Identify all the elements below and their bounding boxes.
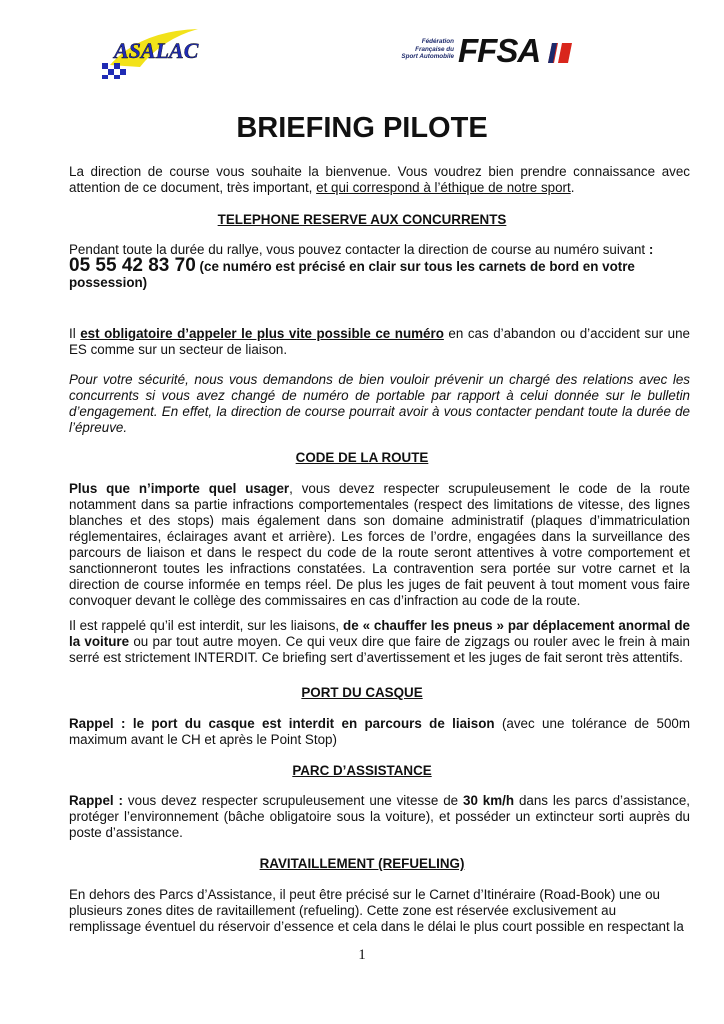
ffsa-flag-icon	[548, 42, 574, 64]
assistance-heading: PARC D’ASSISTANCE	[292, 763, 432, 778]
security-paragraph: Pour votre sécurité, nous vous demandons de bien vouloir prévenir un chargé des relations avec les concurrents si vous avez changé de numéro de portable par rapport à celui donnée sur le bulletin d’engagement. En effet, la direction de course pourrait avoir à vous contacter pendant toute la durée de l’épreuve.	[69, 372, 690, 435]
intro-paragraph: La direction de course vous souhaite la bienvenue. Vous voudrez bien prendre connaissance avec attention de ce document, très important, et qui correspond à l’éthique de notre sport.	[69, 164, 690, 195]
code-route-paragraph-1: Plus que n’importe quel usager, vous devez respecter scrupuleusement le code de la route notamment dans sa partie infractions comportementales (respect des limitations de vitesse, des lignes blanches et des stops) mais également dans son domaine administratif (plaques d’immatriculation réglementaires, éclairages avant et arrière). Les forces de l’ordre, engagées dans la surveillance des parcours de liaison et dans le respect du code de la route seront attentives à votre comportement et sanctionneront toutes les infractions constatées. La contravention sera portée sur votre carnet et la direction de course informée en temps réel. De plus les juges de fait peuvent à tout moment vous faire convoquer devant le collège des commissaires en cas d’infraction au code de la route.	[69, 481, 690, 608]
phone-number: 05 55 42 83 70	[69, 255, 196, 276]
ffsa-logo	[388, 32, 580, 69]
casque-paragraph: Rappel : le port du casque est interdit en parcours de liaison (avec une tolérance de 500m maximum avant le CH et après le Point Stop)	[69, 716, 690, 747]
obligation-paragraph: Il est obligatoire d’appeler le plus vite possible ce numéro en cas d’abandon ou d’accident sur une ES comme sur un secteur de liaison.	[69, 326, 690, 357]
ffsa-subtitle: Fédération Française du Sport Automobile	[401, 38, 454, 60]
ravitaillement-heading: RAVITAILLEMENT (REFUELING)	[259, 856, 465, 871]
ffsa-logo-text: FFSA	[458, 32, 541, 69]
code-route-paragraph-2: Il est rappelé qu’il est interdit, sur les liaisons, de « chauffer les pneus » par déplacement anormal de la voiture ou par tout autre moyen. Ce qui veux dire que faire de zigzags ou rouler avec le frein à main serré est strictement INTERDIT. Ce briefing sert d’avertissement et les juges de fait seront très attentifs.	[69, 618, 690, 665]
phone-paragraph: Pendant toute la durée du rallye, vous pouvez contacter la direction de course au numéro suivant : 05 55 42 83 70 (ce numéro est précisé en clair sur tous les carnets de bord en votre possession)	[69, 242, 654, 290]
assistance-paragraph: Rappel : vous devez respecter scrupuleusement une vitesse de 30 km/h dans les parcs d’assistance, protéger l’environnement (bâche obligatoire sous la voiture), et posséder un extincteur sorti auprès du poste d’assistance.	[69, 793, 690, 840]
phone-section-heading: TELEPHONE RESERVE AUX CONCURRENTS	[217, 212, 507, 227]
page-number: 1	[358, 947, 366, 963]
code-route-heading: CODE DE LA ROUTE	[295, 450, 429, 465]
asalac-logo-text: ASALAC	[114, 38, 199, 63]
asalac-logo	[100, 25, 205, 80]
page-title: BRIEFING PILOTE	[236, 112, 488, 144]
casque-heading: PORT DU CASQUE	[301, 685, 423, 700]
ravitaillement-paragraph: En dehors des Parcs d’Assistance, il peut être précisé sur le Carnet d’Itinéraire (Road-Book) une ou plusieurs zones dites de ravitaillement (refueling). Cette zone est réservée exclusivement au remplissage éventuel du réservoir d’essence et cela dans le délai le plus court possible en respectant la	[69, 887, 684, 934]
